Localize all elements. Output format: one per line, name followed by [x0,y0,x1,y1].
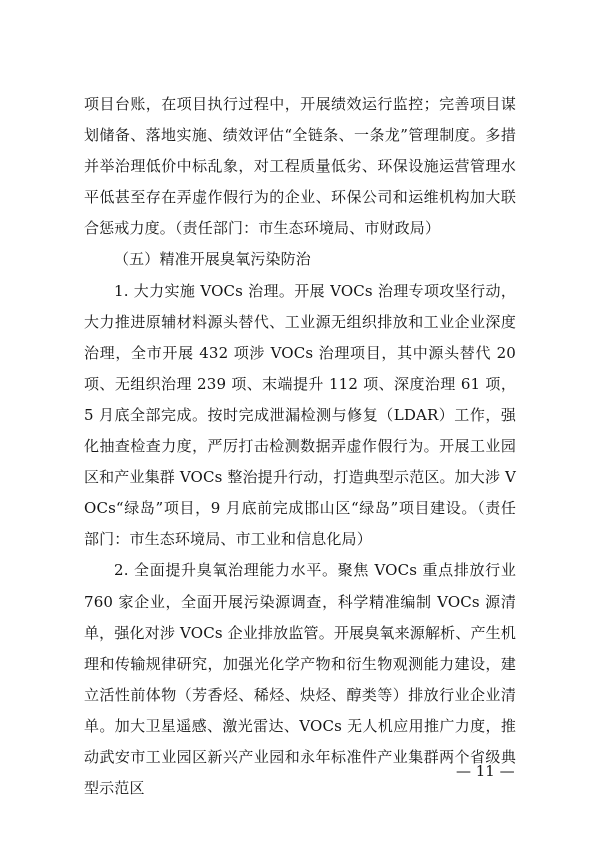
document-body [84,89,516,804]
paragraph-item-2: 2. 全面提升臭氧治理能力水平。聚焦 VOCs 重点排放行业 760 家企业，全面开展污染源调查，科学精准编制 VOCs 源清单，强化对涉 VOCs 企业排放监管。开展臭氧来源解析、产生机理和传输规律研究，加强光化学产物和衍生物观测能力建设，建立活性前体物（芳香烃、稀烃、炔烃、醇类等）排放行业企业清单。加大卫星遥感、激光雷达、VOCs 无人机应用推广力度，推动武安市工业园区新兴产业园和永年标准件产业集群两个省级典型示范区 [84,561,516,798]
section-heading: （五）精准开展臭氧污染防治 [114,250,311,269]
page-number: — 11 — [456,762,515,780]
paragraph-item-1: 1. 大力实施 VOCs 治理。开展 VOCs 治理专项攻坚行动，大力推进原辅材料源头替代、工业源无组织排放和工业企业深度治理，全市开展 432 项涉 VOCs 治理项目，其中源头替代 20 项、无组织治理 239 项、末端提升 112 项、深度治理 61 项，5 月底全部完成。按时完成泄漏检测与修复（LDAR）工作，强化抽查检查力度，严厉打击检测数据弄虚作假行为。开展工业园区和产业集群 VOCs 整治提升行动，打造典型示范区。加大涉 VOCs“绿岛”项目，9 月底前完成邯山区“绿岛”项目建设。（责任部门：市生态环境局、市工业和信息化局） [84,281,516,549]
paragraph-continued: 项目台账，在项目执行过程中，开展绩效运行监控；完善项目谋划储备、落地实施、绩效评估“全链条、一条龙”管理制度。多措并举治理低价中标乱象，对工程质量低劣、环保设施运营管理水平低甚至存在弄虚作假行为的企业、环保公司和运维机构加大联合惩戒力度。（责任部门：市生态环境局、市财政局） [84,95,516,238]
